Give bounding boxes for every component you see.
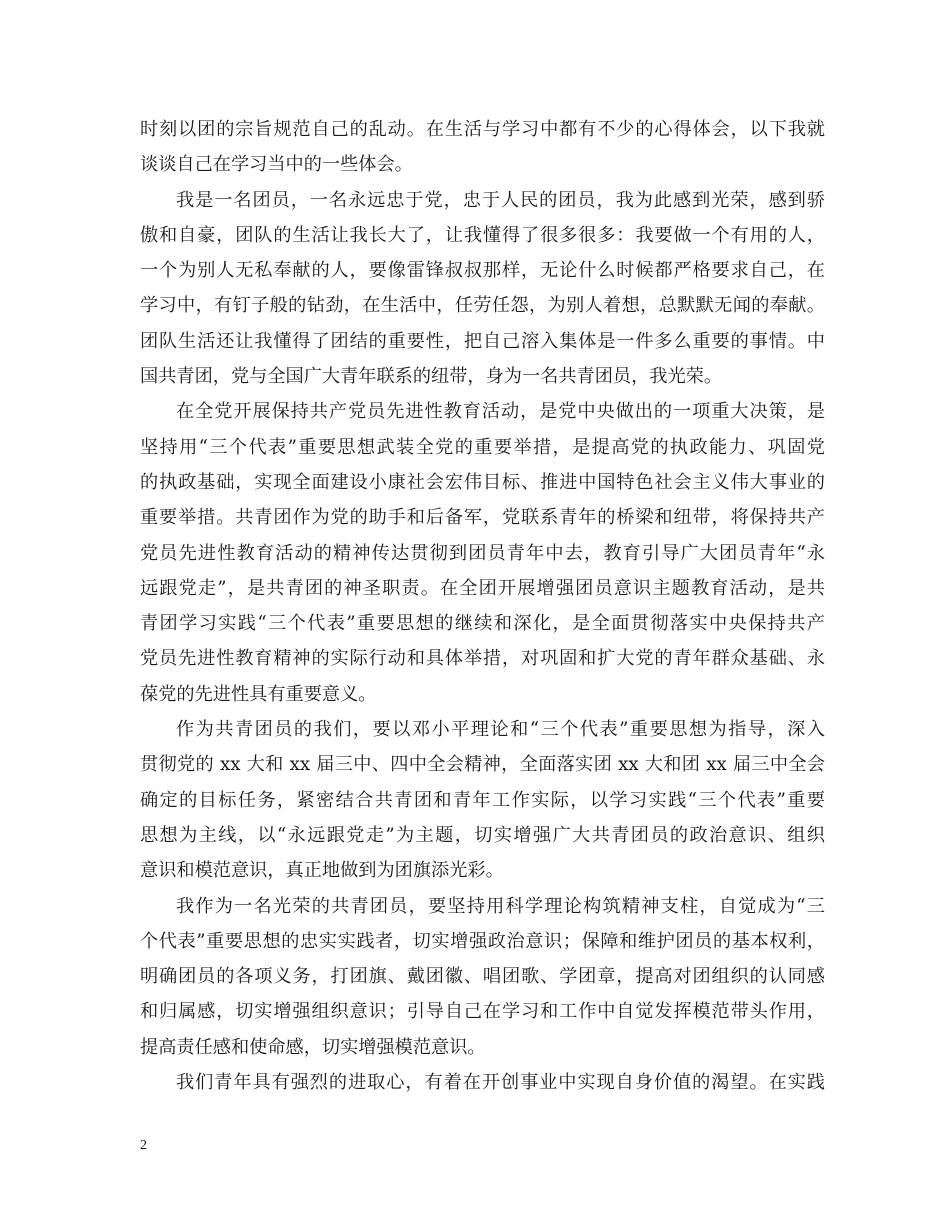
text-line: 党员先进性教育活动的精神传达贯彻到团员青年中去，教育引导广大团员青年“永 bbox=[140, 542, 825, 564]
text-line: 明确团员的各项义务，打团旗、戴团徽、唱团歌、学团章，提高对团组织的认同感 bbox=[140, 966, 825, 988]
text-line: 提高责任感和使命感，切实增强模范意识。 bbox=[140, 1036, 486, 1058]
text-line: 葆党的先进性具有重要意义。 bbox=[140, 683, 377, 705]
text-line: 个代表”重要思想的忠实实践者，切实增强政治意识；保障和维护团员的基本权利， bbox=[140, 930, 825, 952]
text-line: 确定的目标任务，紧密结合共青团和青年工作实际，以学习实践“三个代表”重要 bbox=[140, 789, 825, 811]
text-line: 党员先进性教育精神的实际行动和具体举措，对巩固和扩大党的青年群众基础、永 bbox=[140, 648, 825, 670]
text-line: 学习中，有钉子般的钻劲，在生活中，任劳任怨，为别人着想，总默默无闻的奉献。 bbox=[140, 295, 825, 317]
text-line: 我是一名团员，一名永远忠于党，忠于人民的团员，我为此感到光荣，感到骄 bbox=[176, 189, 825, 211]
page-number: 2 bbox=[140, 1138, 147, 1153]
text-line: 时刻以团的宗旨规范自己的乱动。在生活与学习中都有不少的心得体会，以下我就 bbox=[140, 119, 825, 140]
text-line: 思想为主线，以“永远跟党走”为主题，切实增强广大共青团员的政治意识、组织 bbox=[140, 824, 825, 846]
text-line: 一个为别人无私奉献的人，要像雷锋叔叔那样，无论什么时候都严格要求自己，在 bbox=[140, 260, 825, 282]
text-line: 在全党开展保持共产党员先进性教育活动，是党中央做出的一项重大决策，是 bbox=[176, 401, 825, 423]
text-line: 作为共青团员的我们，要以邓小平理论和“三个代表”重要思想为指导，深入 bbox=[176, 719, 825, 741]
text-line: 青团学习实践“三个代表”重要思想的继续和深化，是全面贯彻落实中央保持共产 bbox=[140, 613, 825, 635]
text-line: 重要举措。共青团作为党的助手和后备军，党联系青年的桥梁和纽带，将保持共产 bbox=[140, 507, 825, 529]
document-body bbox=[140, 112, 825, 1100]
text-line: 我们青年具有强烈的进取心，有着在开创事业中实现自身价值的渴望。在实践 bbox=[176, 1072, 825, 1094]
text-line: 我作为一名光荣的共青团员，要坚持用科学理论构筑精神支柱，自觉成为“三 bbox=[176, 895, 825, 917]
text-line: 和归属感，切实增强组织意识；引导自己在学习和工作中自觉发挥模范带头作用， bbox=[140, 1001, 825, 1023]
text-line: 谈谈自己在学习当中的一些体会。 bbox=[140, 154, 413, 176]
text-line: 傲和自豪，团队的生活让我长大了，让我懂得了很多很多：我要做一个有用的人， bbox=[140, 224, 825, 246]
text-line: 国共青团，党与全国广大青年联系的纽带，身为一名共青团员，我光荣。 bbox=[140, 366, 723, 388]
text-line: 贯彻党的 xx 大和 xx 届三中、四中全会精神，全面落实团 xx 大和团 xx 届三中全会 bbox=[140, 754, 825, 776]
text-line: 意识和模范意识，真正地做到为团旗添光彩。 bbox=[140, 860, 504, 882]
text-line: 的执政基础，实现全面建设小康社会宏伟目标、推进中国特色社会主义伟大事业的 bbox=[140, 471, 825, 493]
text-line: 坚持用“三个代表”重要思想武装全党的重要举措，是提高党的执政能力、巩固党 bbox=[140, 436, 825, 458]
text-line: 团队生活还让我懂得了团结的重要性，把自己溶入集体是一件多么重要的事情。中 bbox=[140, 330, 825, 352]
text-line: 远跟党走”，是共青团的神圣职责。在全团开展增强团员意识主题教育活动，是共 bbox=[140, 577, 825, 599]
